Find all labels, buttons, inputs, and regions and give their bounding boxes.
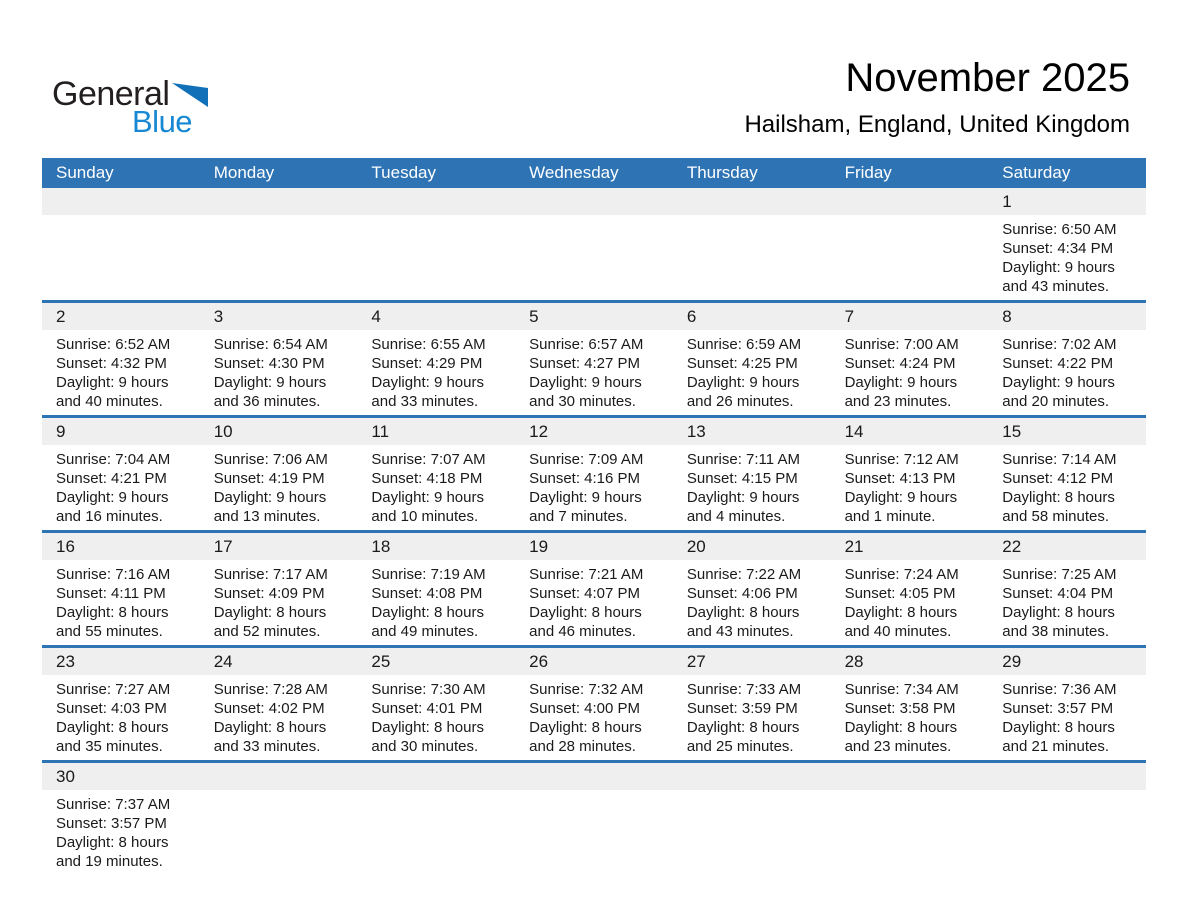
day-cell-6 xyxy=(673,303,831,415)
daylight-text: Daylight: 8 hours and 38 minutes. xyxy=(1002,604,1115,640)
day-number: 7 xyxy=(831,303,989,330)
week-row xyxy=(42,188,1146,300)
sunrise-text: Sunrise: 7:33 AM xyxy=(686,681,802,698)
sunset-text: Sunset: 4:12 PM xyxy=(1002,470,1114,487)
day-number: 11 xyxy=(357,418,515,445)
daylight-text: Daylight: 8 hours and 25 minutes. xyxy=(686,719,800,755)
day-cell-18 xyxy=(357,533,515,645)
day-details xyxy=(200,560,358,645)
daylight-text: Daylight: 8 hours and 55 minutes. xyxy=(56,604,169,640)
day-number: 8 xyxy=(988,303,1146,330)
calendar-grid xyxy=(42,188,1146,875)
sunset-text: Sunset: 3:57 PM xyxy=(1002,700,1114,717)
day-cell-29 xyxy=(988,648,1146,760)
day-cell-16 xyxy=(42,533,200,645)
day-details xyxy=(831,560,989,645)
sunset-text: Sunset: 4:29 PM xyxy=(371,355,483,372)
daylight-text: Daylight: 8 hours and 58 minutes. xyxy=(1002,489,1115,525)
sunrise-text: Sunrise: 6:55 AM xyxy=(371,336,486,353)
day-details xyxy=(200,330,358,415)
sunset-text: Sunset: 4:30 PM xyxy=(213,355,325,372)
empty-day-cell xyxy=(357,188,515,300)
empty-day-cell xyxy=(673,188,831,300)
daylight-text: Daylight: 9 hours and 33 minutes. xyxy=(371,374,484,410)
day-cell-23 xyxy=(42,648,200,760)
day-details xyxy=(515,445,673,530)
day-cell-3 xyxy=(200,303,358,415)
day-number: 22 xyxy=(988,533,1146,560)
day-cell-21 xyxy=(831,533,989,645)
day-number: 9 xyxy=(42,418,200,445)
daylight-text: Daylight: 9 hours and 13 minutes. xyxy=(213,489,327,525)
day-number: 19 xyxy=(515,533,673,560)
sunrise-text: Sunrise: 7:02 AM xyxy=(1002,336,1117,353)
day-number: 17 xyxy=(200,533,358,560)
daylight-text: Daylight: 8 hours and 49 minutes. xyxy=(371,604,484,640)
day-cell-14 xyxy=(831,418,989,530)
day-details xyxy=(357,445,515,530)
day-number xyxy=(200,188,358,215)
sunrise-text: Sunrise: 7:19 AM xyxy=(371,566,486,583)
sunset-text: Sunset: 4:00 PM xyxy=(529,700,641,717)
day-number xyxy=(515,763,673,790)
sunrise-text: Sunrise: 6:50 AM xyxy=(1002,221,1117,238)
day-details xyxy=(673,560,831,645)
sunset-text: Sunset: 4:07 PM xyxy=(529,585,641,602)
sunset-text: Sunset: 4:01 PM xyxy=(371,700,483,717)
daylight-text: Daylight: 8 hours and 21 minutes. xyxy=(1002,719,1115,755)
daylight-text: Daylight: 8 hours and 43 minutes. xyxy=(686,604,800,640)
day-number: 4 xyxy=(357,303,515,330)
sunrise-text: Sunrise: 7:06 AM xyxy=(213,451,328,468)
day-cell-9 xyxy=(42,418,200,530)
day-number: 5 xyxy=(515,303,673,330)
sunrise-text: Sunrise: 7:24 AM xyxy=(844,566,959,583)
sunrise-text: Sunrise: 7:16 AM xyxy=(56,566,171,583)
day-number: 14 xyxy=(831,418,989,445)
day-number: 23 xyxy=(42,648,200,675)
day-cell-28 xyxy=(831,648,989,760)
daylight-text: Daylight: 8 hours and 30 minutes. xyxy=(371,719,484,755)
day-details xyxy=(673,675,831,760)
month-title: November 2025 xyxy=(845,56,1130,100)
daylight-text: Daylight: 8 hours and 40 minutes. xyxy=(844,604,958,640)
day-number: 2 xyxy=(42,303,200,330)
weekday-label-thursday: Thursday xyxy=(686,163,758,182)
calendar xyxy=(42,158,1146,875)
day-details xyxy=(42,790,200,875)
sunrise-text: Sunrise: 6:59 AM xyxy=(686,336,802,353)
day-cell-24 xyxy=(200,648,358,760)
empty-day-cell xyxy=(515,763,673,875)
day-details xyxy=(988,215,1146,300)
daylight-text: Daylight: 9 hours and 36 minutes. xyxy=(213,374,327,410)
day-details xyxy=(673,445,831,530)
day-details xyxy=(42,445,200,530)
day-number: 30 xyxy=(42,763,200,790)
day-details xyxy=(515,330,673,415)
daylight-text: Daylight: 9 hours and 43 minutes. xyxy=(1002,259,1115,295)
daylight-text: Daylight: 9 hours and 16 minutes. xyxy=(56,489,169,525)
day-number: 16 xyxy=(42,533,200,560)
header-titles xyxy=(744,56,1130,139)
day-cell-19 xyxy=(515,533,673,645)
empty-day-cell xyxy=(515,188,673,300)
day-cell-2 xyxy=(42,303,200,415)
daylight-text: Daylight: 9 hours and 4 minutes. xyxy=(686,489,800,525)
sunrise-text: Sunrise: 7:32 AM xyxy=(529,681,644,698)
sunset-text: Sunset: 4:18 PM xyxy=(371,470,483,487)
sunset-text: Sunset: 4:22 PM xyxy=(1002,355,1114,372)
sunrise-text: Sunrise: 7:11 AM xyxy=(686,451,800,468)
day-number xyxy=(831,188,989,215)
week-row xyxy=(42,530,1146,645)
sunset-text: Sunset: 4:25 PM xyxy=(686,355,798,372)
day-number: 20 xyxy=(673,533,831,560)
day-number: 3 xyxy=(200,303,358,330)
day-details xyxy=(200,445,358,530)
sunset-text: Sunset: 4:03 PM xyxy=(56,700,167,717)
sunset-text: Sunset: 4:21 PM xyxy=(56,470,167,487)
day-details xyxy=(988,675,1146,760)
sunrise-text: Sunrise: 6:57 AM xyxy=(529,336,644,353)
sunset-text: Sunset: 4:32 PM xyxy=(56,355,167,372)
sunrise-text: Sunrise: 7:30 AM xyxy=(371,681,486,698)
day-cell-11 xyxy=(357,418,515,530)
sunrise-text: Sunrise: 7:12 AM xyxy=(844,451,959,468)
sunrise-text: Sunrise: 7:37 AM xyxy=(56,796,171,813)
sunrise-text: Sunrise: 7:28 AM xyxy=(213,681,328,698)
daylight-text: Daylight: 9 hours and 40 minutes. xyxy=(56,374,169,410)
day-cell-30 xyxy=(42,763,200,875)
day-number: 26 xyxy=(515,648,673,675)
daylight-text: Daylight: 8 hours and 35 minutes. xyxy=(56,719,169,755)
logo-text-blue: Blue xyxy=(132,104,193,140)
day-details xyxy=(831,445,989,530)
sunset-text: Sunset: 3:57 PM xyxy=(56,815,167,832)
day-number xyxy=(673,188,831,215)
weekday-label-sunday: Sunday xyxy=(56,163,114,182)
daylight-text: Daylight: 8 hours and 23 minutes. xyxy=(844,719,958,755)
day-number xyxy=(673,763,831,790)
week-row xyxy=(42,300,1146,415)
daylight-text: Daylight: 9 hours and 30 minutes. xyxy=(529,374,642,410)
day-cell-8 xyxy=(988,303,1146,415)
day-cell-25 xyxy=(357,648,515,760)
empty-day-cell xyxy=(988,763,1146,875)
day-number: 28 xyxy=(831,648,989,675)
sunset-text: Sunset: 4:09 PM xyxy=(213,585,325,602)
day-number: 24 xyxy=(200,648,358,675)
day-number xyxy=(988,763,1146,790)
day-cell-17 xyxy=(200,533,358,645)
sunset-text: Sunset: 4:15 PM xyxy=(686,470,798,487)
day-cell-1 xyxy=(988,188,1146,300)
sunset-text: Sunset: 4:08 PM xyxy=(371,585,483,602)
daylight-text: Daylight: 9 hours and 26 minutes. xyxy=(686,374,800,410)
sunrise-text: Sunrise: 7:17 AM xyxy=(213,566,328,583)
day-details xyxy=(200,675,358,760)
daylight-text: Daylight: 8 hours and 33 minutes. xyxy=(213,719,327,755)
day-number: 27 xyxy=(673,648,831,675)
sunset-text: Sunset: 4:13 PM xyxy=(844,470,956,487)
sunset-text: Sunset: 4:19 PM xyxy=(213,470,325,487)
sunset-text: Sunset: 4:04 PM xyxy=(1002,585,1114,602)
empty-day-cell xyxy=(357,763,515,875)
daylight-text: Daylight: 8 hours and 46 minutes. xyxy=(529,604,642,640)
daylight-text: Daylight: 9 hours and 7 minutes. xyxy=(529,489,642,525)
empty-day-cell xyxy=(42,188,200,300)
sunset-text: Sunset: 4:05 PM xyxy=(844,585,956,602)
day-details xyxy=(515,675,673,760)
weekday-header-row xyxy=(42,158,1146,188)
logo-text-general: General xyxy=(52,75,170,113)
day-details xyxy=(515,560,673,645)
day-cell-5 xyxy=(515,303,673,415)
sunrise-text: Sunrise: 6:54 AM xyxy=(213,336,328,353)
sunset-text: Sunset: 3:59 PM xyxy=(686,700,798,717)
day-cell-26 xyxy=(515,648,673,760)
sunrise-text: Sunrise: 7:34 AM xyxy=(844,681,959,698)
week-row xyxy=(42,415,1146,530)
sunset-text: Sunset: 4:27 PM xyxy=(529,355,641,372)
day-details xyxy=(988,330,1146,415)
day-cell-13 xyxy=(673,418,831,530)
empty-day-cell xyxy=(831,188,989,300)
day-number: 1 xyxy=(988,188,1146,215)
blue-triangle-icon xyxy=(172,83,208,107)
week-row xyxy=(42,645,1146,760)
day-number: 10 xyxy=(200,418,358,445)
day-details xyxy=(831,330,989,415)
day-cell-22 xyxy=(988,533,1146,645)
day-number xyxy=(42,188,200,215)
sunset-text: Sunset: 4:24 PM xyxy=(844,355,956,372)
sunset-text: Sunset: 4:11 PM xyxy=(56,585,166,602)
day-cell-15 xyxy=(988,418,1146,530)
sunrise-text: Sunrise: 6:52 AM xyxy=(56,336,171,353)
day-cell-7 xyxy=(831,303,989,415)
day-cell-10 xyxy=(200,418,358,530)
day-details xyxy=(42,560,200,645)
weekday-label-saturday: Saturday xyxy=(1002,163,1071,182)
sunrise-text: Sunrise: 7:27 AM xyxy=(56,681,171,698)
day-cell-27 xyxy=(673,648,831,760)
sunset-text: Sunset: 4:06 PM xyxy=(686,585,798,602)
sunrise-text: Sunrise: 7:22 AM xyxy=(686,566,802,583)
daylight-text: Daylight: 9 hours and 10 minutes. xyxy=(371,489,484,525)
daylight-text: Daylight: 9 hours and 1 minute. xyxy=(844,489,958,525)
day-details xyxy=(988,445,1146,530)
empty-day-cell xyxy=(200,188,358,300)
day-cell-12 xyxy=(515,418,673,530)
day-number: 25 xyxy=(357,648,515,675)
week-row xyxy=(42,760,1146,875)
day-number xyxy=(515,188,673,215)
daylight-text: Daylight: 9 hours and 23 minutes. xyxy=(844,374,958,410)
daylight-text: Daylight: 8 hours and 19 minutes. xyxy=(56,834,169,870)
sunrise-text: Sunrise: 7:09 AM xyxy=(529,451,644,468)
day-details xyxy=(831,675,989,760)
sunset-text: Sunset: 3:58 PM xyxy=(844,700,956,717)
day-details xyxy=(988,560,1146,645)
day-number: 12 xyxy=(515,418,673,445)
weekday-label-tuesday: Tuesday xyxy=(371,163,436,182)
day-number: 18 xyxy=(357,533,515,560)
sunrise-text: Sunrise: 7:36 AM xyxy=(1002,681,1117,698)
day-number xyxy=(357,188,515,215)
day-cell-4 xyxy=(357,303,515,415)
day-number xyxy=(200,763,358,790)
weekday-label-friday: Friday xyxy=(844,163,892,182)
empty-day-cell xyxy=(200,763,358,875)
day-details xyxy=(357,330,515,415)
general-blue-logo xyxy=(52,76,208,140)
day-details xyxy=(357,675,515,760)
weekday-label-monday: Monday xyxy=(213,163,275,182)
sunrise-text: Sunrise: 7:14 AM xyxy=(1002,451,1117,468)
day-details xyxy=(357,560,515,645)
day-details xyxy=(673,330,831,415)
day-number xyxy=(357,763,515,790)
sunrise-text: Sunrise: 7:00 AM xyxy=(844,336,959,353)
location-subtitle: Hailsham, England, United Kingdom xyxy=(744,111,1130,138)
day-cell-20 xyxy=(673,533,831,645)
empty-day-cell xyxy=(831,763,989,875)
day-number xyxy=(831,763,989,790)
sunset-text: Sunset: 4:02 PM xyxy=(213,700,325,717)
day-number: 21 xyxy=(831,533,989,560)
daylight-text: Daylight: 8 hours and 28 minutes. xyxy=(529,719,642,755)
sunrise-text: Sunrise: 7:25 AM xyxy=(1002,566,1117,583)
sunrise-text: Sunrise: 7:07 AM xyxy=(371,451,486,468)
day-number: 29 xyxy=(988,648,1146,675)
day-details xyxy=(42,675,200,760)
day-number: 6 xyxy=(673,303,831,330)
sunset-text: Sunset: 4:16 PM xyxy=(529,470,641,487)
day-details xyxy=(42,330,200,415)
weekday-label-wednesday: Wednesday xyxy=(529,163,619,182)
day-number: 13 xyxy=(673,418,831,445)
sunrise-text: Sunrise: 7:04 AM xyxy=(56,451,171,468)
sunset-text: Sunset: 4:34 PM xyxy=(1002,240,1114,257)
daylight-text: Daylight: 8 hours and 52 minutes. xyxy=(213,604,327,640)
empty-day-cell xyxy=(673,763,831,875)
sunrise-text: Sunrise: 7:21 AM xyxy=(529,566,644,583)
daylight-text: Daylight: 9 hours and 20 minutes. xyxy=(1002,374,1115,410)
day-number: 15 xyxy=(988,418,1146,445)
